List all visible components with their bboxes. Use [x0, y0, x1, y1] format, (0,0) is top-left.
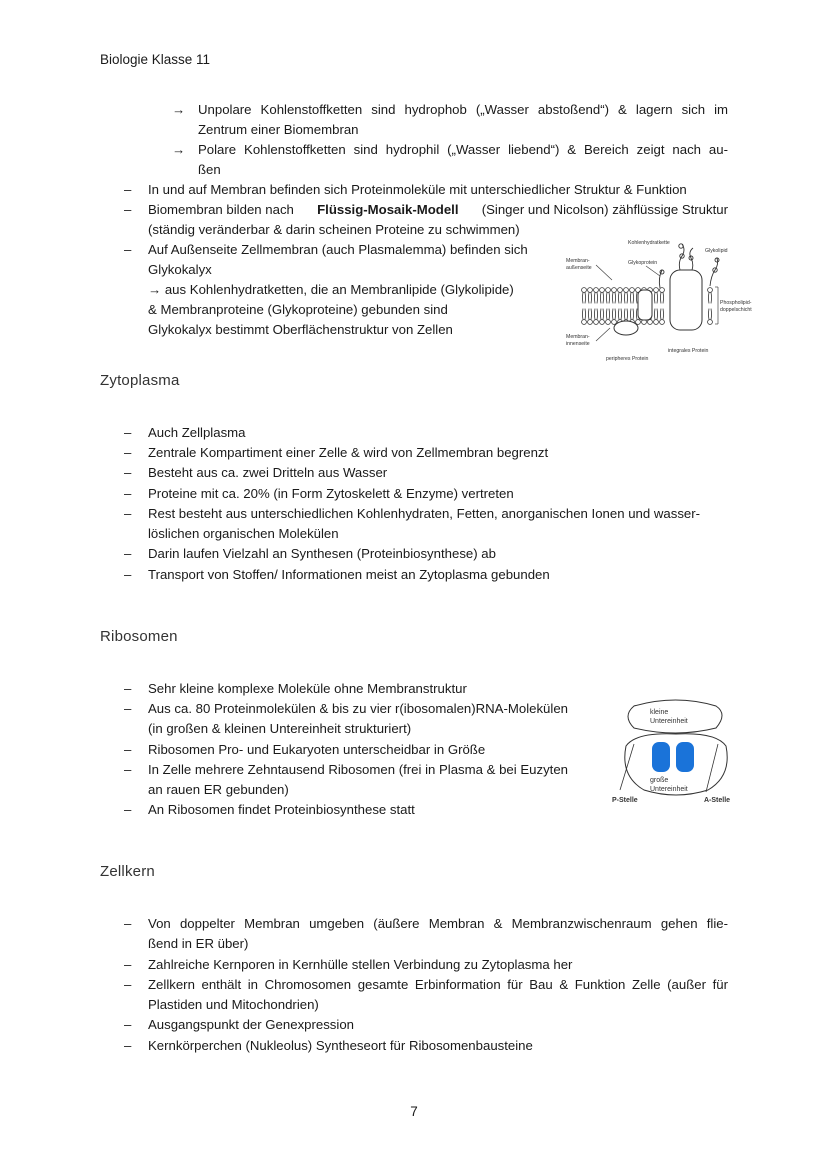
label-a-stelle: A-Stelle — [704, 797, 731, 804]
lipid-tail — [595, 292, 598, 303]
zellkern-line: Kernkörperchen (Nukleolus) Syntheseort für Ribosomenbausteine — [148, 1038, 533, 1053]
lipid-tail — [619, 309, 622, 320]
lipid-tail — [625, 292, 628, 303]
lipid-tail — [631, 309, 634, 320]
ribosomen-line: Aus ca. 80 Proteinmolekülen & bis zu vier r(ibosomalen)RNA-Molekülen — [148, 701, 568, 716]
section-heading-zellkern: Zellkern — [100, 863, 155, 880]
membrane-line: → aus Kohlenhydratketten, die an Membranlipide (Glykolipide) — [148, 282, 514, 297]
label-phospholipid: Phospholipid- — [720, 300, 752, 306]
label-integrales-protein: integrales Protein — [668, 348, 709, 354]
lipid-head — [612, 288, 617, 293]
ribosomen-line: an rauen ER gebunden) — [148, 782, 289, 797]
dash-bullet: – — [124, 802, 132, 817]
label-glykoprotein: Glykoprotein — [628, 260, 658, 266]
lipid-tail — [631, 292, 634, 303]
membrane-line: (ständig veränderbar & darin scheinen Proteine zu schwimmen) — [148, 222, 520, 237]
lipid-head — [582, 320, 587, 325]
lipid-head — [588, 288, 593, 293]
label-kohlenhydratkette: Kohlenhydratkette — [628, 240, 670, 246]
lipid-tail — [661, 292, 664, 303]
membrane-line: ßen — [198, 162, 221, 177]
model-text-a: Biomembran bilden nach — [148, 202, 294, 217]
label-membran-aussen-2: außenseite — [566, 265, 592, 271]
dash-bullet: – — [124, 567, 132, 582]
arrow-bullet: → — [172, 102, 186, 117]
label-grosse-untereinheit: Untereinheit — [650, 786, 688, 793]
dash-bullet: – — [124, 762, 132, 777]
zytoplasma-line: Auch Zellplasma — [148, 425, 246, 440]
dash-bullet: – — [124, 701, 132, 716]
lipid-head — [618, 288, 623, 293]
dash-bullet: – — [124, 486, 132, 501]
membrane-line: In und auf Membran befinden sich Proteinmoleküle mit unterschiedlicher Struktur & Funktion — [148, 182, 687, 197]
membrane-line: & Membranproteine (Glykoproteine) gebunden sind — [148, 302, 448, 317]
lipid-head — [594, 320, 599, 325]
membrane-line: Unpolare Kohlenstoffketten sind hydrophob („Wasser abstoßend“) & lagern sich im — [198, 102, 728, 117]
zytoplasma-line: Darin laufen Vielzahl an Synthesen (Proteinbiosynthese) ab — [148, 546, 496, 561]
lipid-tail — [601, 309, 604, 320]
lipid-head — [660, 288, 665, 293]
lipid-head — [600, 320, 605, 325]
lipid-tail — [613, 309, 616, 320]
lipid-tail — [619, 292, 622, 303]
label-membran-aussen: Membran- — [566, 258, 590, 264]
lipid-head — [612, 320, 617, 325]
membrane-line: Polare Kohlenstoffketten sind hydrophil („Wasser liebend“) & Bereich zeigt nach au- — [198, 142, 728, 157]
zytoplasma-line: Rest besteht aus unterschiedlichen Kohlenhydraten, Fetten, anorganischen Ionen und wasser- — [148, 506, 701, 521]
page-number: 7 — [410, 1104, 418, 1119]
p-site-blue — [652, 742, 670, 772]
lipid-head — [654, 288, 659, 293]
zellkern-line: Plastiden und Mitochondrien) — [148, 997, 319, 1012]
zellkern-line: ßend in ER über) — [148, 936, 249, 951]
ribosome-diagram — [612, 696, 740, 808]
dash-bullet: – — [124, 445, 132, 460]
lipid-head — [708, 288, 713, 293]
label-kleine-untereinheit: Untereinheit — [650, 718, 688, 725]
lipid-head — [606, 320, 611, 325]
lipid-tail — [625, 309, 628, 320]
dash-bullet: – — [124, 202, 132, 217]
lipid-tail — [583, 292, 586, 303]
label-doppelschicht: doppelschicht — [720, 307, 752, 313]
lipid-tail — [613, 292, 616, 303]
integral-protein — [670, 270, 702, 330]
page-header: Biologie Klasse 11 — [100, 52, 211, 67]
dash-bullet: – — [124, 977, 132, 992]
lipid-head — [582, 288, 587, 293]
lipid-head — [588, 320, 593, 325]
lipid-head — [624, 288, 629, 293]
lipid-head — [654, 320, 659, 325]
lipid-tail — [583, 309, 586, 320]
small-subunit — [628, 700, 722, 733]
model-text-b: (Singer und Nicolson) zähflüssige Struktur — [481, 202, 728, 217]
lipid-tail — [607, 292, 610, 303]
label-kleine: kleine — [650, 709, 669, 716]
lipid-head — [606, 288, 611, 293]
label-glykolipid: Glykolipid — [705, 248, 728, 254]
membrane-line: Glykokalyx bestimmt Oberflächenstruktur von Zellen — [148, 322, 453, 337]
lipid-tail — [595, 309, 598, 320]
dash-bullet: – — [124, 1038, 132, 1053]
membrane-model-line — [148, 200, 728, 220]
lipid-head — [594, 288, 599, 293]
zellkern-line: Zahlreiche Kernporen in Kernhülle stellen Verbindung zu Zytoplasma her — [148, 957, 573, 972]
lipid-tail — [709, 309, 712, 320]
dash-bullet: – — [124, 506, 132, 521]
dash-bullet: – — [124, 957, 132, 972]
ribosomen-line: (in großen & kleinen Untereinheit strukturiert) — [148, 721, 412, 736]
membrane-diagram — [560, 232, 752, 366]
lipid-head — [636, 320, 641, 325]
ribosomen-line: An Ribosomen findet Proteinbiosynthese statt — [148, 802, 415, 817]
zytoplasma-line: Transport von Stoffen/ Informationen meist an Zytoplasma gebunden — [148, 567, 550, 582]
lipid-tail — [655, 309, 658, 320]
lipid-head — [600, 288, 605, 293]
model-name: Flüssig-Mosaik-Modell — [317, 202, 459, 217]
ribosomen-line: In Zelle mehrere Zehntausend Ribosomen (frei in Plasma & bei Euzyten — [148, 762, 569, 777]
lipid-head — [660, 320, 665, 325]
lipid-tail — [661, 309, 664, 320]
protein-small — [638, 290, 652, 320]
dash-bullet: – — [124, 425, 132, 440]
zellkern-line: Zellkern enthält in Chromosomen gesamte Erbinformation für Bau & Funktion Zelle (außer für — [148, 977, 728, 992]
label-membran-innen-2: innenseite — [566, 341, 590, 347]
dash-bullet: – — [124, 742, 132, 757]
dash-bullet: – — [124, 182, 132, 197]
lipid-tail — [601, 292, 604, 303]
membrane-line: Zentrum einer Biomembran — [198, 122, 359, 137]
zytoplasma-line: Zentrale Kompartiment einer Zelle & wird von Zellmembran begrenzt — [148, 445, 549, 460]
zytoplasma-line: löslichen organischen Molekülen — [148, 526, 339, 541]
dash-bullet: – — [124, 1017, 132, 1032]
section-heading-zytoplasma: Zytoplasma — [100, 372, 180, 389]
dash-bullet: – — [124, 242, 132, 257]
lipid-tail — [607, 309, 610, 320]
zytoplasma-line: Besteht aus ca. zwei Dritteln aus Wasser — [148, 465, 388, 480]
label-membran-innen: Membran- — [566, 334, 590, 340]
zellkern-line: Ausgangspunkt der Genexpression — [148, 1017, 355, 1032]
label-peripheres-protein: peripheres Protein — [606, 356, 649, 362]
ribosomen-line: Ribosomen Pro- und Eukaryoten unterscheidbar in Größe — [148, 742, 486, 757]
lipid-tail — [589, 309, 592, 320]
membrane-line: Auf Außenseite Zellmembran (auch Plasmalemma) befinden sich — [148, 242, 528, 257]
membrane-line: Glykokalyx — [148, 262, 212, 277]
zytoplasma-line: Proteine mit ca. 20% (in Form Zytoskelett & Enzyme) vertreten — [148, 486, 514, 501]
label-grosse: große — [650, 777, 669, 784]
lipid-head — [630, 288, 635, 293]
section-heading-ribosomen: Ribosomen — [100, 628, 178, 645]
lipid-head — [708, 320, 713, 325]
dash-bullet: – — [124, 916, 132, 931]
zellkern-line: Von doppelter Membran umgeben (äußere Membran & Membranzwischenraum gehen flie- — [148, 916, 728, 931]
dash-bullet: – — [124, 546, 132, 561]
label-p-stelle: P-Stelle — [612, 797, 638, 804]
lipid-tail — [589, 292, 592, 303]
dash-bullet: – — [124, 465, 132, 480]
ribosomen-line: Sehr kleine komplexe Moleküle ohne Membranstruktur — [148, 681, 467, 696]
dash-bullet: – — [124, 681, 132, 696]
arrow-bullet: → — [172, 142, 186, 157]
a-site-blue — [676, 742, 694, 772]
peripheral-protein — [614, 321, 638, 335]
lipid-tail — [655, 292, 658, 303]
lipid-tail — [709, 292, 712, 303]
